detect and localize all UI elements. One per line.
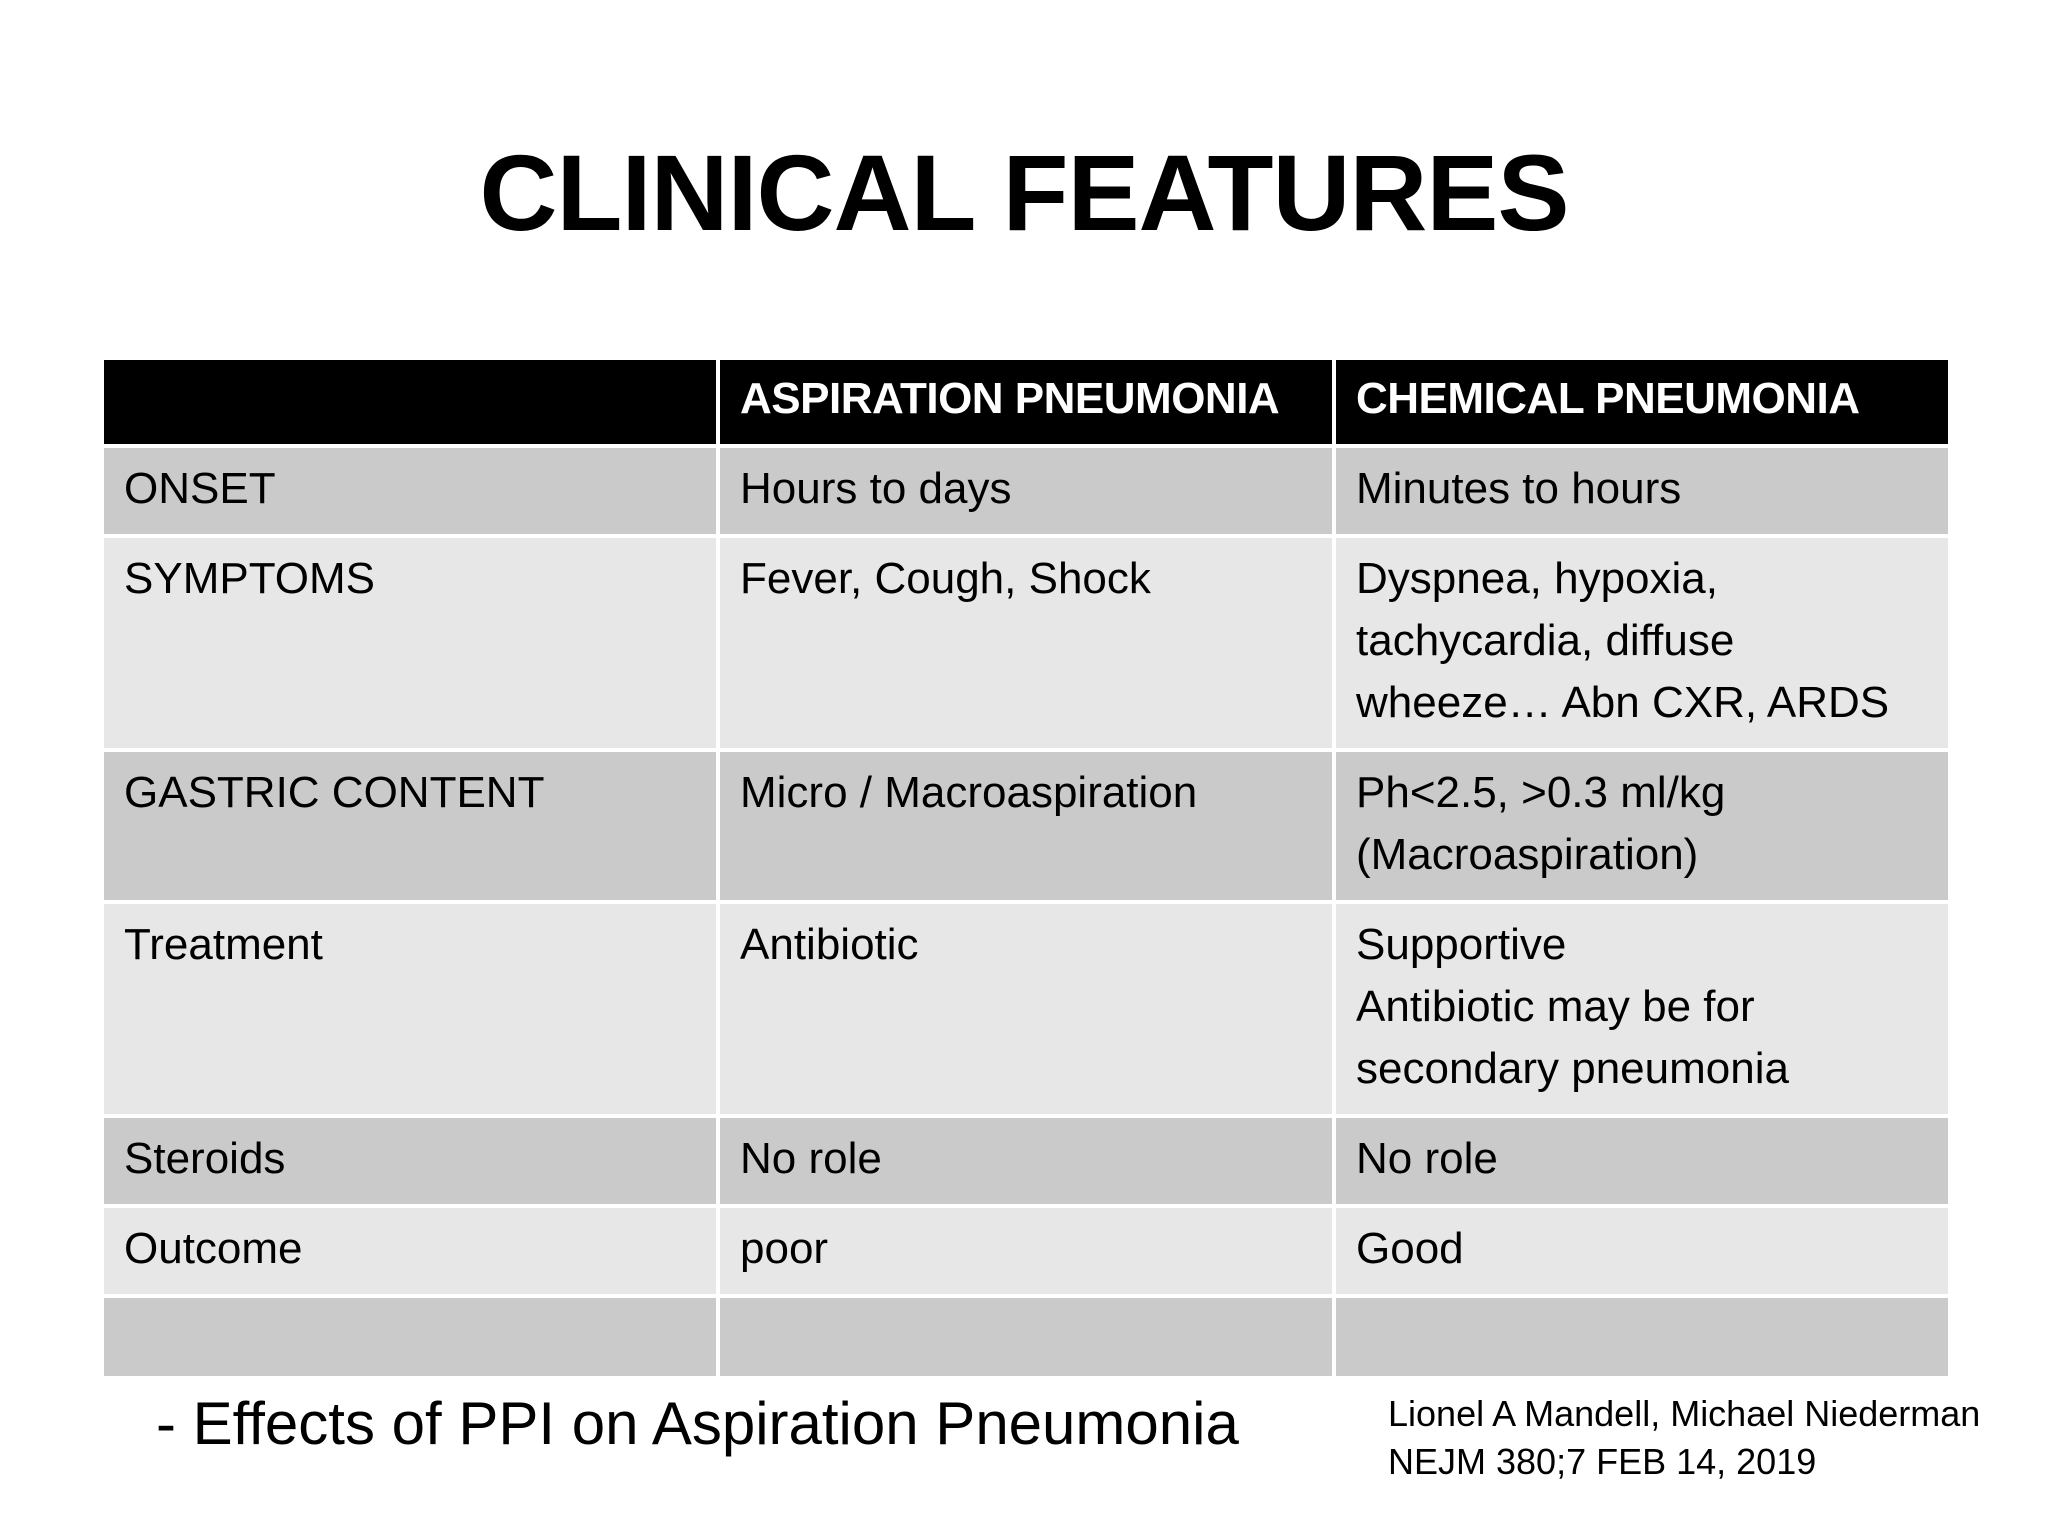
chemical-cell (1336, 1118, 1948, 1204)
cell-line: Fever, Cough, Shock (740, 554, 1151, 603)
table-row-empty (104, 1298, 1948, 1376)
cell-line: No role (1356, 1134, 1498, 1183)
citation (1388, 1390, 1980, 1486)
cell-line: Dyspnea, hypoxia, (1356, 554, 1718, 603)
chemical-cell (1336, 538, 1948, 748)
row-label: Outcome (104, 1208, 716, 1294)
table-row-symptoms (104, 538, 1948, 748)
cell-line: Antibiotic (740, 920, 919, 969)
table-row-onset (104, 448, 1948, 534)
cell-line: tachycardia, diffuse (1356, 616, 1735, 665)
chemical-cell (1336, 1298, 1948, 1376)
cell-line: Micro / Macroaspiration (740, 768, 1198, 817)
row-label: GASTRIC CONTENT (104, 752, 716, 900)
header-cell-aspiration: ASPIRATION PNEUMONIA (720, 360, 1332, 444)
table-row-gastric-content (104, 752, 1948, 900)
chemical-cell (1336, 752, 1948, 900)
table-row-outcome (104, 1208, 1948, 1294)
row-label: SYMPTOMS (104, 538, 716, 748)
cell-line: (Macroaspiration) (1356, 830, 1699, 879)
chemical-cell (1336, 1208, 1948, 1294)
row-label: Steroids (104, 1118, 716, 1204)
table-row-treatment (104, 904, 1948, 1114)
aspiration-cell (720, 1118, 1332, 1204)
footnote-ppi-effects: - Effects of PPI on Aspiration Pneumonia (156, 1390, 1239, 1457)
citation-authors: Lionel A Mandell, Michael Niederman (1388, 1393, 1981, 1434)
cell-line: Minutes to hours (1356, 464, 1682, 513)
cell-line: wheeze… Abn CXR, ARDS (1356, 678, 1890, 727)
cell-line: Good (1356, 1224, 1464, 1273)
cell-line: Ph<2.5, >0.3 ml/kg (1356, 768, 1726, 817)
aspiration-cell (720, 448, 1332, 534)
chemical-cell (1336, 904, 1948, 1114)
cell-line: No role (740, 1134, 882, 1183)
aspiration-cell (720, 538, 1332, 748)
row-label: ONSET (104, 448, 716, 534)
chemical-cell (1336, 448, 1948, 534)
row-label (104, 1298, 716, 1376)
table-row-steroids (104, 1118, 1948, 1204)
slide-title: CLINICAL FEATURES (479, 132, 1569, 253)
aspiration-cell (720, 752, 1332, 900)
table-header-row (104, 360, 1948, 444)
aspiration-cell (720, 1298, 1332, 1376)
cell-line: poor (740, 1224, 829, 1273)
row-label: Treatment (104, 904, 716, 1114)
clinical-features-table (100, 356, 1952, 1380)
cell-line: Antibiotic may be for (1356, 982, 1755, 1031)
cell-line: Supportive (1356, 920, 1567, 969)
cell-line: Hours to days (740, 464, 1012, 513)
cell-line: secondary pneumonia (1356, 1044, 1789, 1093)
header-cell-chemical: CHEMICAL PNEUMONIA (1336, 360, 1948, 444)
header-cell-blank (104, 360, 716, 444)
aspiration-cell (720, 904, 1332, 1114)
citation-journal: NEJM 380;7 FEB 14, 2019 (1388, 1441, 1817, 1482)
aspiration-cell (720, 1208, 1332, 1294)
